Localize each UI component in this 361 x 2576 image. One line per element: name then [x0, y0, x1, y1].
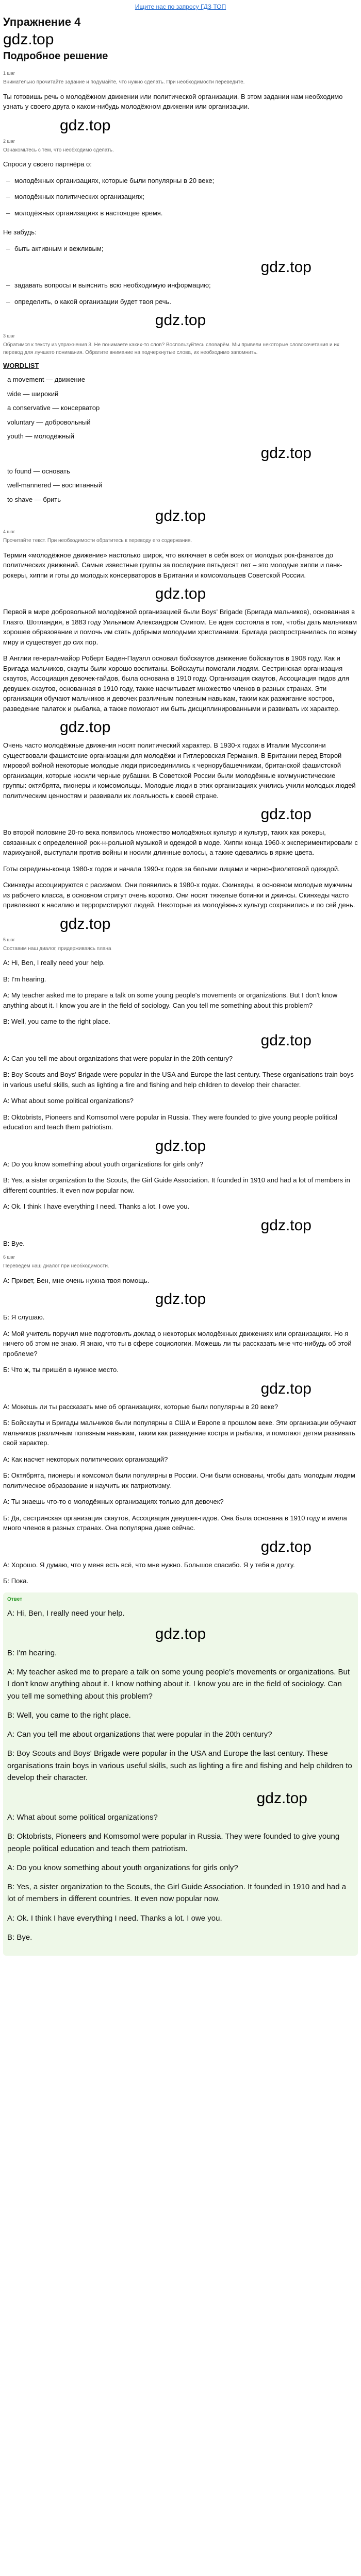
dialogue-line: B: Boy Scouts and Boys' Brigade were popular in the USA and Europe the last century. These organisations train boys in various useful skills, such as lighting a fire and fishing and help children to develop their character. — [7, 1749, 352, 1782]
step-2-label: 2 шаг — [3, 138, 15, 144]
dialogue-line: A: Hi, Ben, I really need your help. — [3, 959, 105, 967]
dialogue-line: B: Bye. — [7, 1933, 32, 1942]
dialogue-line: B: I'm hearing. — [3, 975, 46, 983]
step-5-instruction: Составим наш диалог, придерживаясь плана — [3, 945, 111, 952]
wordlist-item: well-mannered — воспитанный — [7, 481, 103, 489]
top-search-banner[interactable] — [0, 0, 361, 13]
watermark: gdz.top — [155, 585, 206, 602]
watermark: gdz.top — [260, 1380, 311, 1397]
dialogue-line: Б: Что ж, ты пришёл в нужное место. — [3, 1366, 119, 1374]
dialogue-line: Б: Октябрята, пионеры и комсомол были популярны в России. Они были основаны, чтобы дать молодым людям политическое образование и научить их патриотизму. — [3, 1471, 355, 1489]
wordlist-item: youth — молодёжный — [7, 432, 74, 440]
watermark: gdz.top — [155, 1291, 206, 1308]
step-3-label: 3 шаг — [3, 333, 15, 338]
dialogue-line: А: Мой учитель поручил мне подготовить доклад о некоторых молодёжных движениях или организациях. Но я ничего об этом не знаю. Я знаю, что ты в сфере социологии. Можешь ли ты рассказать мне что-нибудь об этой проблеме? — [3, 1329, 352, 1358]
exercise-title: Упражнение 4 — [3, 15, 81, 28]
solution-page — [0, 15, 361, 1956]
watermark: gdz.top — [260, 1538, 311, 1555]
dialogue-line: A: Do you know something about youth organizations for girls only? — [3, 1160, 204, 1168]
dialogue-line: A: Hi, Ben, I really need your help. — [7, 1608, 125, 1618]
step-6-label: 6 шаг — [3, 1255, 15, 1260]
dialogue-line: Б: Я слушаю. — [3, 1313, 45, 1321]
dialogue-line: A: Ok. I think I have everything I need. Thanks a lot. I owe you. — [3, 1202, 190, 1210]
text-paragraph: Первой в мире добровольной молодёжной организацией были Boys' Brigade (Бригада мальчиков), основанная в Глазго, Шотландия, в 1883 году Уильямом Александром Смитом. Ее идея состояла в том, чтобы дать мальчикам хорошее образование и помочь им стать добрыми молодыми христианами. Бригада распространилась по всему миру и существует до сих пор. — [3, 608, 357, 646]
step-6-instruction: Переведем наш диалог при необходимости. — [3, 1263, 109, 1269]
dialogue-line: А: Привет, Бен, мне очень нужна твоя помощь. — [3, 1276, 150, 1284]
dialogue-line: B: I'm hearing. — [7, 1648, 57, 1657]
answer-box — [3, 1592, 358, 1956]
dialogue-line: А: Можешь ли ты рассказать мне об организациях, которые были популярны в 20 веке? — [3, 1402, 278, 1411]
wordlist-item: voluntary — добровольный — [7, 418, 91, 426]
list-item: – быть активным и вежливым; — [3, 244, 358, 254]
wordlist-item: to shave — брить — [7, 495, 61, 503]
dialogue-line: B: Bye. — [3, 1239, 25, 1247]
dialogue-line: A: Can you tell me about organizations that were popular in the 20th century? — [3, 1054, 233, 1062]
dialogue-line: B: Well, you came to the right place. — [3, 1018, 110, 1025]
answer-label: Ответ — [7, 1596, 23, 1602]
text-paragraph: Скинхеды ассоциируются с расизмом. Они появились в 1980-х годах. Скинхеды, в основном молодые мужчины из рабочего класса, в основном стригут очень коротко. Они носят тяжелые ботинки и джинсы. Скинхеды часто привлекают к насилию и террористируют людей. Некоторые из молодёжных культур сохранились и по сей день. — [3, 881, 355, 909]
dialogue-line: Б: Пока. — [3, 1577, 29, 1585]
dialogue-line: Б: Да, сестринская организация скаутов, Ассоциация девушек-гидов. Она была основана в 1910 году и имела много членов в разных странах. Она популярна даже сейчас. — [3, 1514, 347, 1532]
dialogue-line: A: What about some political organizations? — [3, 1097, 134, 1105]
step-2-intro: Спроси у своего партнёра о: — [3, 160, 92, 168]
dialogue-line: B: Oktobrists, Pioneers and Komsomol were popular in Russia. They were founded to give young people political education and teach them patriotism. — [3, 1113, 337, 1131]
text-paragraph: Готы середины-конца 1980-х годов и начала 1990-х годов за белыми лицами и черно-фиолетовой одеждой. — [3, 865, 340, 873]
watermark: gdz.top — [60, 116, 111, 134]
step-2-must-intro: Не забудь: — [3, 228, 37, 236]
step-4-instruction: Прочитайте текст. При необходимости обратитесь к переводу его содержания. — [3, 538, 192, 544]
list-item: – молодёжных политических организациях; — [3, 192, 358, 202]
wordlist-title: WORDLIST — [3, 362, 39, 369]
dialogue-line: A: What about some political organizations? — [7, 1813, 158, 1822]
watermark: gdz.top — [60, 719, 111, 736]
watermark: gdz.top — [3, 31, 54, 48]
dialogue-line: B: Well, you came to the right place. — [7, 1710, 131, 1720]
step-1-instruction: Внимательно прочитайте задание и подумайте, что нужно сделать. При необходимости переведите. — [3, 79, 245, 85]
dialogue-line: A: My teacher asked me to prepare a talk on some young people's movements or organizations. But I don't know anything about it. I know nothing about it. I know you are in the field of sociology. Can you tell me something about this problem? — [7, 1668, 350, 1701]
dialogue-line: B: Oktobrists, Pioneers and Komsomol were popular in Russia. They were founded to give young people political education and teach them patriotism. — [7, 1832, 340, 1853]
step-1-text: Ты готовишь речь о молодёжном движении или политической организации. В этом задании нам необходимо узнать у своего друга о каком-нибудь молодёжном движении или организации. — [3, 92, 343, 110]
solution-title: Подробное решение — [3, 50, 108, 62]
watermark: gdz.top — [260, 806, 311, 823]
dialogue-line: A: Can you tell me about organizations that were popular in the 20th century? — [7, 1730, 272, 1739]
list-item: – молодёжных организациях в настоящее время. — [3, 208, 358, 218]
dialogue-line: А: Ты знаешь что-то о молодёжных организациях только для девочек? — [3, 1498, 224, 1505]
watermark: gdz.top — [155, 507, 206, 524]
list-item: – задавать вопросы и выяснить всю необходимую информацию; — [3, 280, 358, 291]
search-banner-link[interactable]: Ищите нас по запросу ГДЗ ТОП — [135, 3, 226, 10]
watermark: gdz.top — [60, 915, 111, 933]
dialogue-line: А: Как насчет некоторых политических организаций? — [3, 1455, 168, 1463]
watermark: gdz.top — [260, 259, 311, 276]
dialogue-line: A: Do you know something about youth organizations for girls only? — [7, 1863, 238, 1872]
watermark: gdz.top — [256, 1790, 307, 1807]
wordlist-item: to found — основать — [7, 467, 70, 475]
dialogue-line: B: Boy Scouts and Boys' Brigade were popular in the USA and Europe the last century. These organisations train boys in various useful skills, such as lighting a fire and fishing and help children to develop their character. — [3, 1071, 354, 1089]
dialogue-line: B: Yes, a sister organization to the Scouts, the Girl Guide Association. It founded in 1910 and had a lot of members in different countries. It even now popular now. — [7, 1883, 347, 1904]
watermark: gdz.top — [155, 312, 206, 329]
step-2-instruction: Ознакомьтесь с тем, что необходимо сделать. — [3, 147, 114, 153]
dialogue-line: А: Хорошо. Я думаю, что у меня есть всё, что мне нужно. Большое спасибо. Я у тебя в долгу. — [3, 1561, 295, 1569]
text-paragraph: Очень часто молодёжные движения носят политический характер. В 1930-х годах в Италии Муссолини существовали фашистские организации для молодёжи и Гитлеровская Германия. В Британии перед Второй мировой войной некоторые молодые люди присоединились к чернорубашечникам, британской фашистской организации, которые носили черные рубашки. В Советской России были молодёжные коммунистические группы: октябрята, пионеры и комсомольцы. Молодые люди в этих организациях учились учили молодых людей политическим ценностям и развивали их лояльность к своей стране. — [3, 741, 356, 800]
watermark: gdz.top — [260, 444, 311, 462]
wordlist-item: a conservative — консерватор — [7, 404, 100, 412]
watermark: gdz.top — [155, 1137, 206, 1155]
wordlist-item: a movement — движение — [7, 376, 86, 383]
list-item: – молодёжных организациях, которые были популярны в 20 веке; — [3, 176, 358, 186]
watermark: gdz.top — [260, 1216, 311, 1234]
step-4-label: 4 шаг — [3, 529, 15, 534]
dialogue-line: A: My teacher asked me to prepare a talk on some young people's movements or organizations. But I don't know anything about it. I know you are in the field of sociology. Can you tell me something about this problem? — [3, 991, 338, 1009]
text-paragraph: Термин «молодёжное движение» настолько широк, что включает в себя всех от молодых рок-фанатов до политических движений. Самые известные группы за последние пятьдесят лет – это молодые хиппи и панк-рокеры, хиппи и готы до молодых консерваторов в Британии и комсомольцев Советской России. — [3, 551, 342, 579]
wordlist-item: wide — широкий — [7, 389, 59, 398]
list-item: – определить, о какой организации будет твоя речь. — [3, 297, 358, 307]
text-paragraph: Во второй половине 20-го века появилось множество молодёжных культур и культур, таких как рокеры, связанных с определенной рок-н-рольной музыкой и одеждой в моде. Хиппи конца 1960-х экспериментировали с марихуаной, выступали против войны и носили длинные волосы, а также одевались в яркие цвета. — [3, 828, 358, 856]
dialogue-line: B: Yes, a sister organization to the Scouts, the Girl Guide Association. It founded in 1910 and had a lot of members in different countries. It even now popular now. — [3, 1176, 350, 1194]
dialogue-line: A: Ok. I think I have everything I need. Thanks a lot. I owe you. — [7, 1913, 222, 1923]
step-3-instruction: Обратимся к тексту из упражнения 3. Не понимаете каких-то слов? Воспользуйтесь словарём. Мы привели некоторые словосочетания и их перевод для лучшего понимания. Обратите внимание на подчеркнутые слова, их необходимо запомнить. — [3, 342, 339, 355]
dialogue-line: Б: Бойскауты и Бригады мальчиков были популярны в США и Европе в прошлом веке. Эти организации обучают мальчиков различным полезным навыкам, таким как разведение костра и рыбалка, и помогают детям развивать свой характер. — [3, 1419, 356, 1447]
watermark: gdz.top — [155, 1625, 206, 1642]
step-1-label: 1 шаг — [3, 71, 15, 76]
text-paragraph: В Англии генерал-майор Роберт Баден-Пауэлл основал бойскаутов движение бойскаутов в 1908 году. Как и Бригада мальчиков, скауты были хорошо воспитаны. Бойскауты помогали людям. Сестринская организация скаутов, Ассоциация девочек-гайдов, была основана в 1910 году. Организация скаутов, Ассоциация гидов для девушек-скаутов, основанная в 1910 году, также насчитывает множество членов в разных странах. Эти организации обучают мальчиков и девочек различным полезным навыкам, таким как разжигание костров, разведение палаток и рыбалка, а также помогают им быть дисциплинированными и развивать их характер. — [3, 654, 349, 713]
step-5-label: 5 шаг — [3, 937, 15, 942]
watermark: gdz.top — [260, 1031, 311, 1049]
